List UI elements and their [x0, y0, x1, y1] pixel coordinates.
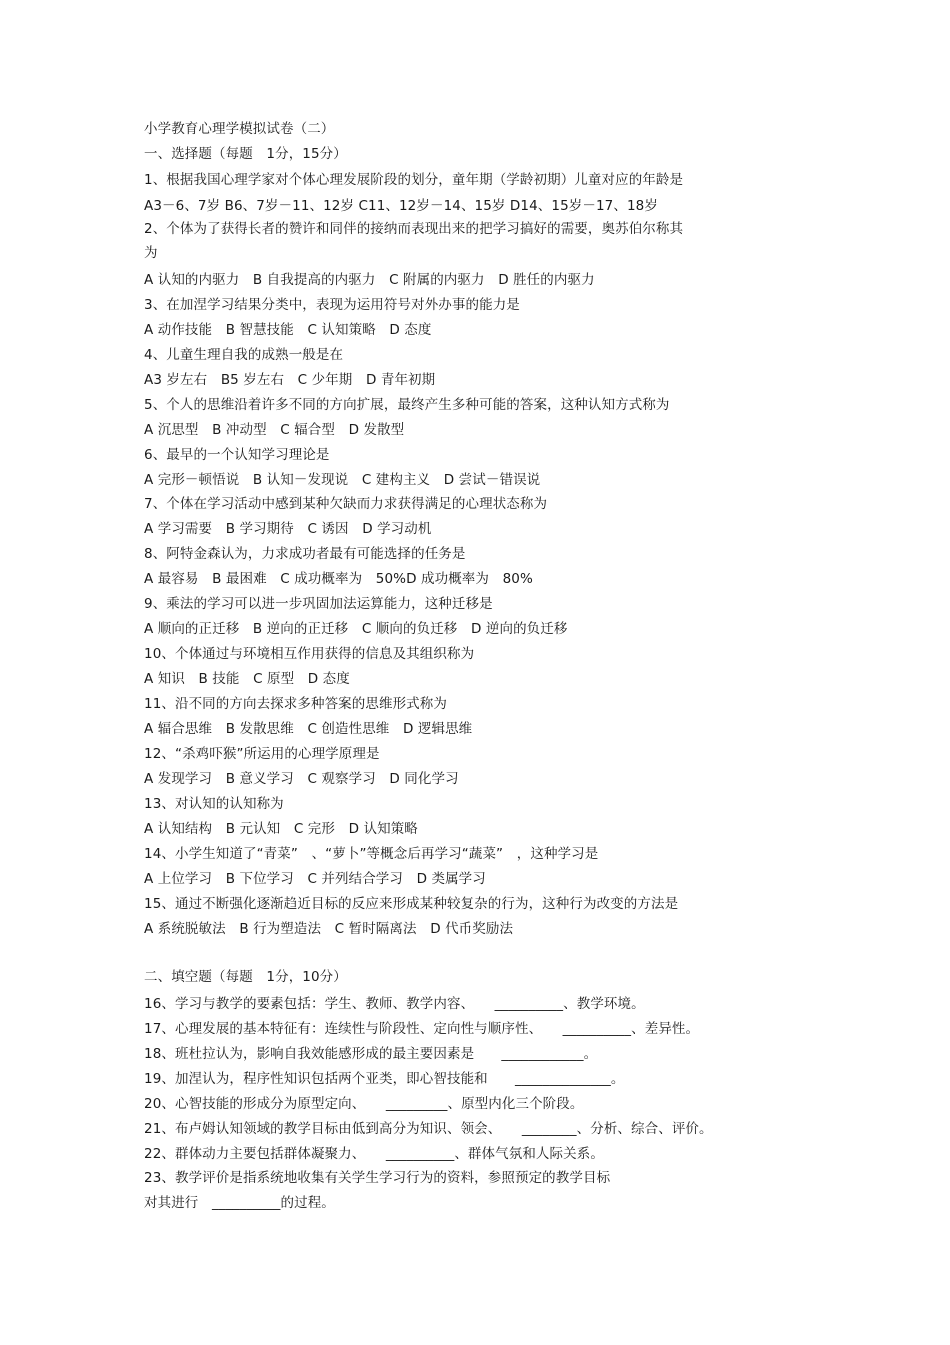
question-options: A 完形－顿悟说 B 认知－发现说 C 建构主义 D 尝试－错误说 — [144, 472, 541, 488]
question-options: A 认知的内驱力 B 自我提高的内驱力 C 附属的内驱力 D 胜任的内驱力 — [144, 272, 595, 288]
exam-title: 小学教育心理学模拟试卷（二） — [144, 121, 335, 137]
fill-question: 17、心理发展的基本特征有：连续性与阶段性、定向性与顺序性、 __________、差异性。 — [144, 1021, 700, 1037]
fill-question: 19、加涅认为，程序性知识包括两个亚类，即心智技能和 ______________。 — [144, 1071, 625, 1087]
question-text: 2、个体为了获得长者的赞许和同伴的接纳而表现出来的把学习搞好的需要，奥苏伯尔称其 — [144, 221, 684, 237]
question-text: 10、个体通过与环境相互作用获得的信息及其组织称为 — [144, 646, 475, 662]
fill-question: 22、群体动力主要包括群体凝聚力、 __________、群体气氛和人际关系。 — [144, 1146, 604, 1162]
question-text: 7、个体在学习活动中感到某种欠缺而力求获得满足的心理状态称为 — [144, 496, 548, 512]
question-text: 3、在加涅学习结果分类中，表现为运用符号对外办事的能力是 — [144, 297, 520, 313]
fill-question: 对其进行 __________的过程。 — [144, 1195, 335, 1211]
question-text: 8、阿特金森认为，力求成功者最有可能选择的任务是 — [144, 546, 466, 562]
question-options: A 上位学习 B 下位学习 C 并列结合学习 D 类属学习 — [144, 871, 486, 887]
question-options: A3－6、7岁 B6、7岁－11、12岁 C11、12岁－14、15岁 D14、15岁－17、18岁 — [144, 198, 658, 214]
question-text: 1、根据我国心理学家对个体心理发展阶段的划分，童年期（学龄初期）儿童对应的年龄是 — [144, 172, 684, 188]
question-options: A 发现学习 B 意义学习 C 观察学习 D 同化学习 — [144, 771, 459, 787]
question-text: 4、儿童生理自我的成熟一般是在 — [144, 347, 344, 363]
question-text: 为 — [144, 245, 158, 261]
question-options: A 辐合思维 B 发散思维 C 创造性思维 D 逻辑思维 — [144, 721, 473, 737]
question-options: A 最容易 B 最困难 C 成功概率为 50%D 成功概率为 80% — [144, 571, 533, 587]
question-text: 9、乘法的学习可以进一步巩固加法运算能力，这种迁移是 — [144, 596, 493, 612]
question-text: 12、“杀鸡吓猴”所运用的心理学原理是 — [144, 746, 380, 762]
question-options: A 动作技能 B 智慧技能 C 认知策略 D 态度 — [144, 322, 432, 338]
question-options: A 学习需要 B 学习期待 C 诱因 D 学习动机 — [144, 521, 432, 537]
question-options: A 顺向的正迁移 B 逆向的正迁移 C 顺向的负迁移 D 逆向的负迁移 — [144, 621, 568, 637]
question-text: 11、沿不同的方向去探求多种答案的思维形式称为 — [144, 696, 447, 712]
question-options: A 认知结构 B 元认知 C 完形 D 认知策略 — [144, 821, 418, 837]
question-text: 14、小学生知道了“青菜” 、“萝卜”等概念后再学习“蔬菜” ，这种学习是 — [144, 846, 599, 862]
question-text: 15、通过不断强化逐渐趋近目标的反应来形成某种较复杂的行为，这种行为改变的方法是 — [144, 896, 679, 912]
section-heading: 二、填空题（每题 1分，10分） — [144, 969, 347, 985]
fill-question: 20、心智技能的形成分为原型定向、 _________、原型内化三个阶段。 — [144, 1096, 584, 1112]
section-heading: 一、选择题（每题 1分，15分） — [144, 146, 347, 162]
question-text: 6、最早的一个认知学习理论是 — [144, 447, 330, 463]
fill-question: 18、班杜拉认为，影响自我效能感形成的最主要因素是 ____________。 — [144, 1046, 598, 1062]
question-options: A 知识 B 技能 C 原型 D 态度 — [144, 671, 350, 687]
question-text: 5、个人的思维沿着许多不同的方向扩展，最终产生多种可能的答案，这种认知方式称为 — [144, 397, 670, 413]
question-options: A 系统脱敏法 B 行为塑造法 C 暂时隔离法 D 代币奖励法 — [144, 921, 514, 937]
fill-question: 16、学习与教学的要素包括：学生、教师、教学内容、 __________、教学环境。 — [144, 996, 645, 1012]
question-text: 13、对认知的认知称为 — [144, 796, 284, 812]
fill-question: 23、教学评价是指系统地收集有关学生学习行为的资料，参照预定的教学目标 — [144, 1170, 611, 1186]
fill-question: 21、布卢姆认知领域的教学目标由低到高分为知识、领会、 ________、分析、综合、评价。 — [144, 1121, 713, 1137]
question-options: A 沉思型 B 冲动型 C 辐合型 D 发散型 — [144, 422, 405, 438]
question-options: A3 岁左右 B5 岁左右 C 少年期 D 青年初期 — [144, 372, 436, 388]
